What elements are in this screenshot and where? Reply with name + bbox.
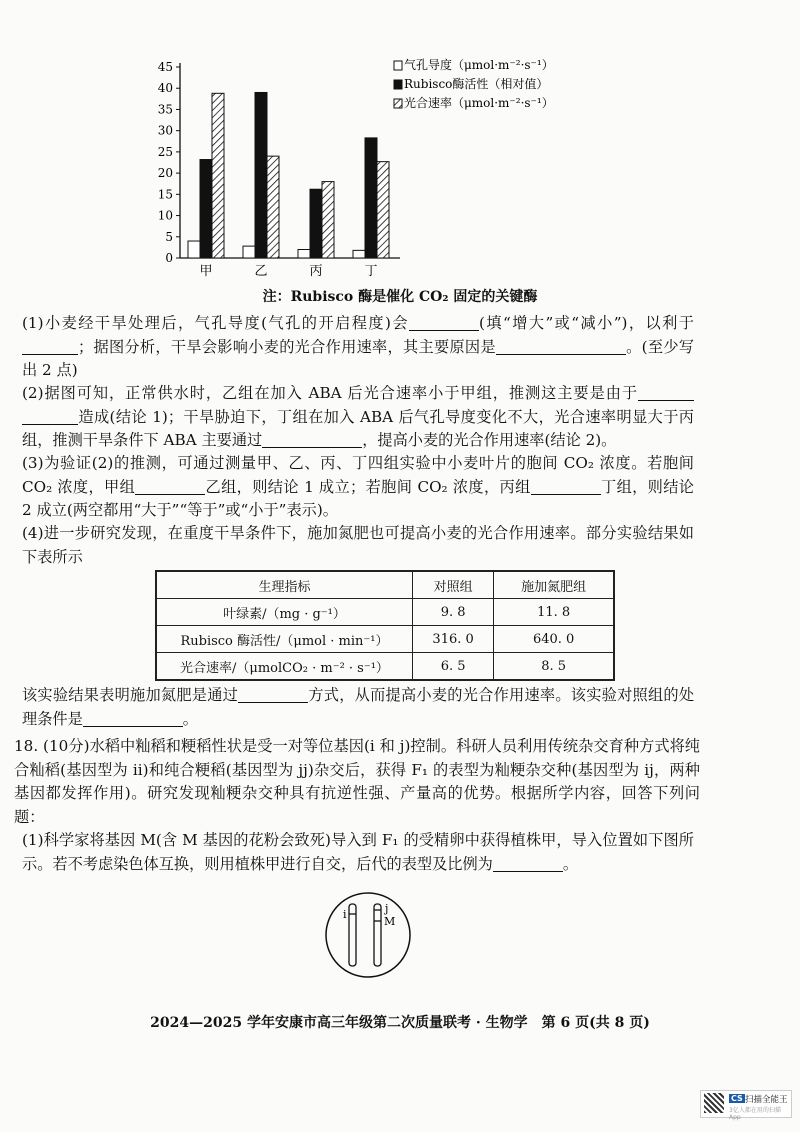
label-m: M	[384, 915, 396, 928]
q18-1-text-b: 。	[562, 854, 578, 873]
page-footer: 2024—2025 学年安康市高三年级第二次质量联考 · 生物学 第 6 页(共 8 页)	[150, 1015, 650, 1031]
legend-swatch	[394, 99, 402, 108]
bar	[267, 156, 279, 258]
label-i: i	[343, 908, 347, 921]
table-cell: Rubisco 酶活性/（μmol · min⁻¹）	[156, 626, 412, 653]
x-tick-label: 丙	[309, 264, 323, 279]
answer-blank[interactable]	[238, 686, 308, 703]
q3-text-a: (3)为验证(2)的推测，可通过测量甲、乙、丙、丁四组实验中小麦叶片的胞间 CO₂ 浓度。若胞间 CO₂ 浓度，甲组	[22, 454, 694, 496]
table-cell: 9. 8	[412, 599, 493, 626]
y-tick-label: 25	[157, 144, 173, 159]
legend-label: 光合速率（μmol·m⁻²·s⁻¹）	[404, 96, 554, 110]
y-tick-label: 45	[157, 60, 173, 74]
question-2	[22, 382, 694, 453]
y-tick-label: 15	[157, 187, 173, 202]
cs-logo-icon: CS	[731, 1094, 743, 1103]
q4-text-d: 。	[182, 709, 198, 728]
y-tick-label: 5	[165, 229, 173, 244]
answer-blank[interactable]	[135, 478, 205, 495]
q1-text-c: ；据图分析，干旱会影响小麦的光合作用速率，其主要原因是	[78, 337, 496, 356]
q1-text-b: (填“增大”或“减小”)，以利于	[478, 314, 694, 332]
answer-blank[interactable]	[638, 384, 694, 401]
q1-text-d: 。(至少写出 2 点)	[22, 337, 694, 380]
x-tick-label: 丁	[364, 264, 378, 279]
bar	[365, 138, 377, 258]
q4-text-a: (4)进一步研究发现，在重度干旱条件下，施加氮肥也可提高小麦的光合作用速率。部分实验结果如下表所示	[22, 524, 694, 566]
bar	[255, 92, 267, 258]
table-cell: 6. 5	[412, 653, 493, 681]
scanner-name: 扫描全能王	[745, 1095, 788, 1105]
question-4-intro	[22, 522, 694, 569]
table-header: 施加氮肥组	[494, 571, 614, 599]
q2-text-a: (2)据图可知，正常供水时，乙组在加入 ABA 后光合速率小于甲组，推测这主要是由于	[22, 384, 638, 402]
answer-blank[interactable]	[22, 338, 78, 355]
y-tick-label: 40	[157, 81, 173, 96]
answer-blank[interactable]	[493, 855, 563, 872]
legend-label: 气孔导度（μmol·m⁻²·s⁻¹）	[404, 58, 554, 72]
x-tick-label: 乙	[254, 264, 268, 279]
table-row	[156, 626, 614, 653]
table-cell: 11. 8	[494, 599, 614, 626]
table-cell: 640. 0	[494, 626, 614, 653]
answer-blank[interactable]	[496, 338, 626, 355]
y-tick-label: 30	[157, 123, 173, 138]
chart-bars	[188, 92, 389, 258]
bar	[322, 182, 334, 258]
table-cell: 光合速率/（μmolCO₂ · m⁻² · s⁻¹）	[156, 653, 412, 681]
q18-1-text-a: (1)科学家将基因 M(含 M 基因的花粉会致死)导入到 F₁ 的受精卵中获得植株甲，导入位置如下图所示。若不考虑染色体互换，则用植株甲进行自交，后代的表型及比例为	[22, 831, 694, 873]
bar	[188, 241, 200, 258]
legend-swatch	[394, 61, 402, 70]
table-row	[156, 653, 614, 681]
bar	[298, 250, 310, 258]
table-cell: 316. 0	[412, 626, 493, 653]
question-18	[14, 735, 700, 829]
bar	[353, 250, 365, 258]
q4-text-b: 该实验结果表明施加氮肥是通过	[22, 686, 239, 704]
answer-blank[interactable]	[409, 314, 479, 331]
q18-text: 18. (10分)水稻中籼稻和粳稻性状是受一对等位基因(i 和 j)控制。科研人员利用传统杂交育种方式将纯合籼稻(基因型为 ii)和纯合粳稻(基因型为 jj)杂交后，获得 F₁ 的表型为籼粳杂交种(基因型为 ij，两种基因都发挥作用)。研究发现籼粳杂交种具有抗逆性强、产量高的优势。根据所学内容，回答下列问题：	[14, 737, 700, 826]
scanner-sub: 3亿人都在用的扫描App	[729, 1107, 781, 1121]
q4-text-c: 方式，从而提高小麦的光合作用速率。该实验对照组的处理条件是	[22, 686, 695, 728]
table-header: 生理指标	[156, 571, 412, 599]
label-j: j	[385, 902, 389, 915]
y-tick-label: 35	[157, 102, 173, 117]
bar	[243, 246, 255, 258]
nitrogen-table	[155, 570, 615, 681]
answer-blank[interactable]	[262, 431, 362, 448]
chart-legend	[394, 57, 554, 110]
chart-note: 注：Rubisco 酶是催化 CO₂ 固定的关键酶	[262, 289, 538, 305]
legend-label: Rubisco酶活性（相对值）	[404, 77, 549, 91]
table-row	[156, 599, 614, 626]
legend-swatch	[394, 80, 402, 89]
question-18-1	[22, 829, 694, 876]
question-1	[22, 312, 694, 383]
question-3	[22, 452, 694, 523]
question-4-conclusion	[22, 684, 694, 731]
answer-blank[interactable]	[83, 710, 183, 727]
chromosome-right	[374, 904, 381, 966]
y-tick-label: 20	[157, 166, 173, 181]
q1-text-a: (1)小麦经干旱处理后，气孔导度(气孔的开启程度)会	[22, 314, 409, 332]
cell-circle	[326, 893, 410, 977]
answer-blank[interactable]	[531, 478, 601, 495]
bar	[377, 162, 389, 258]
table-header: 对照组	[412, 571, 493, 599]
y-tick-label: 10	[157, 208, 173, 223]
table-cell: 8. 5	[494, 653, 614, 681]
chromosome-diagram	[318, 890, 418, 980]
answer-blank[interactable]	[22, 408, 78, 425]
qr-code-icon	[704, 1093, 724, 1113]
bar	[200, 160, 212, 258]
bar	[310, 189, 322, 258]
q3-text-b: 乙组，则结论 1 成立；若胞间 CO₂ 浓度，丙组	[205, 477, 531, 496]
table-cell: 叶绿素/（mg · g⁻¹）	[156, 599, 412, 626]
scanner-watermark	[700, 1090, 792, 1121]
q2-text-b: 造成(结论 1)；干旱胁迫下，丁组在加入 ABA 后气孔导度变化不大，光合速率明显大于丙组，推测干旱条件下 ABA 主要通过	[22, 407, 694, 450]
q3-text-c: 丁组，则结论 2 成立(两空都用“大于”“等于”或“小于”表示)。	[22, 477, 694, 520]
y-tick-label: 0	[165, 251, 173, 265]
chromosome-left	[349, 904, 356, 966]
bar-chart	[140, 55, 700, 295]
table-header-row	[156, 571, 614, 599]
x-tick-label: 甲	[199, 264, 213, 279]
q2-text-c: ，提高小麦的光合作用速率(结论 2)。	[362, 431, 617, 450]
bar	[212, 93, 224, 258]
